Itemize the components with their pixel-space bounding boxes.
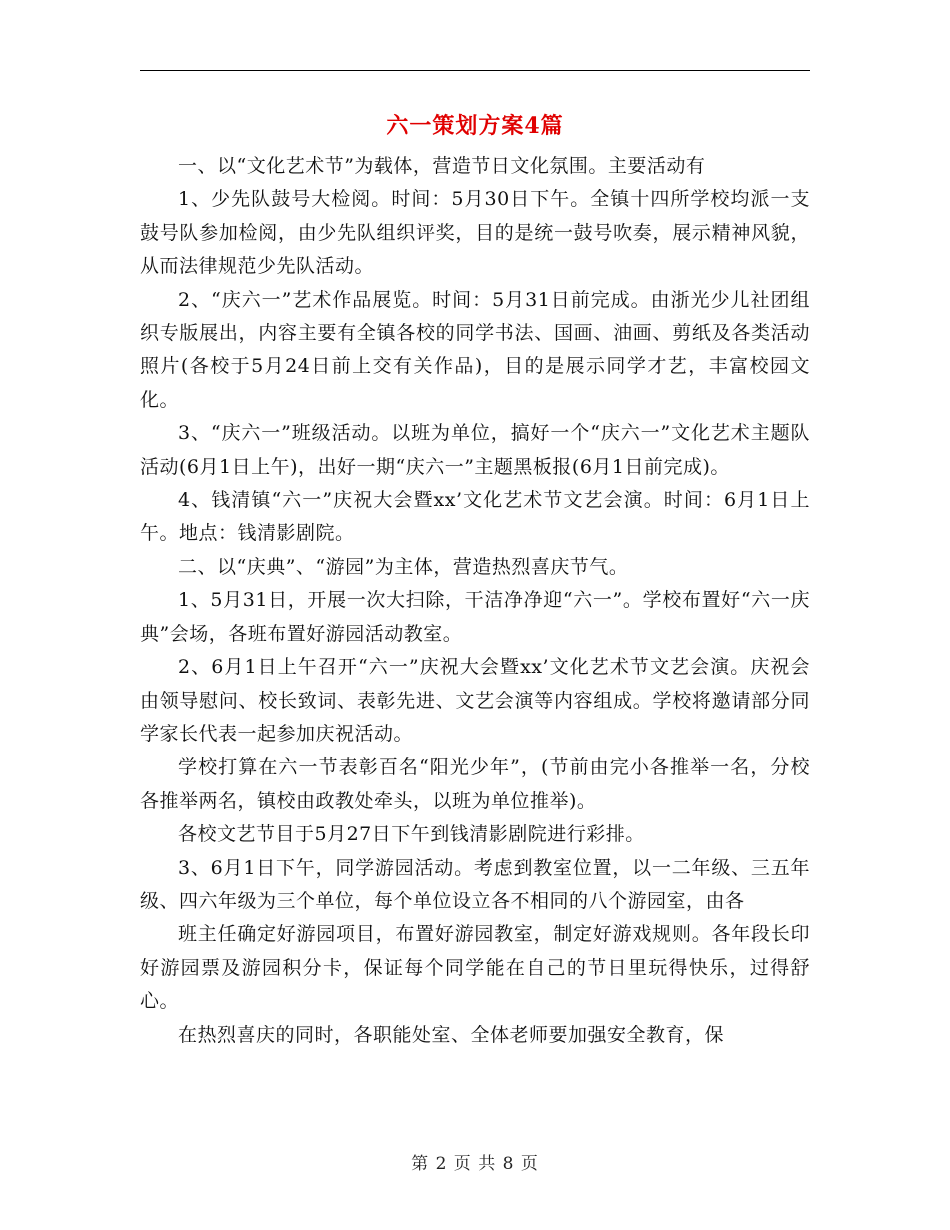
- paragraph-8: 2、6月1日上午召开“六一”庆祝大会暨xx’文化艺术节文艺会演。庆祝会由领导慰问、校长致词、表彰先进、文艺会演等内容组成。学校将邀请部分同学家长代表一起参加庆祝活动。: [140, 656, 810, 745]
- paragraph-11: 3、6月1日下午，同学游园活动。考虑到教室位置，以一二年级、三五年级、四六年级为三个单位，每个单位设立各不相同的八个游园室，由各: [140, 856, 810, 912]
- paragraph-13: 在热烈喜庆的同时，各职能处室、全体老师要加强安全教育，保: [178, 1023, 725, 1046]
- paragraph-9: 学校打算在六一节表彰百名“阳光少年”，(节前由完小各推举一名，分校各推举两名，镇校由政教处牵头，以班为单位推举)。: [140, 756, 810, 812]
- paragraph-2: 1、少先队鼓号大检阅。时间：5月30日下午。全镇十四所学校均派一支鼓号队参加检阅，由少先队组织评奖，目的是统一鼓号吹奏，展示精神风貌，从而法律规范少先队活动。: [140, 188, 810, 278]
- document-title: 六一策划方案4篇: [386, 113, 564, 139]
- paragraph-5: 4、钱清镇“六一”庆祝大会暨xx’文化艺术节文艺会演。时间：6月1日上午。地点：钱清影剧院。: [140, 489, 810, 545]
- paragraph-7: 1、5月31日，开展一次大扫除，干洁净净迎“六一”。学校布置好“六一庆典”会场，各班布置好游园活动教室。: [140, 589, 810, 645]
- paragraph-10: 各校文艺节目于5月27日下午到钱清影剧院进行彩排。: [178, 823, 645, 846]
- page-number-footer: 第 2 页 共 8 页: [411, 1154, 539, 1174]
- header-rule: [140, 70, 810, 71]
- paragraph-6: 二、以“庆典”、“游园”为主体，营造热烈喜庆节气。: [178, 555, 629, 578]
- document-body: [140, 150, 810, 1052]
- paragraph-4: 3、“庆六一”班级活动。以班为单位，搞好一个“庆六一”文化艺术主题队活动(6月1日上午)，出好一期“庆六一”主题黑板报(6月1日前完成)。: [140, 422, 810, 478]
- paragraph-12: 班主任确定好游园项目，布置好游园教室，制定好游戏规则。各年段长印好游园票及游园积分卡，保证每个同学能在自己的节日里玩得快乐，过得舒心。: [140, 923, 810, 1013]
- paragraph-1: 一、以“文化艺术节”为载体，营造节日文化氛围。主要活动有: [178, 155, 706, 177]
- paragraph-3: 2、“庆六一”艺术作品展览。时间：5月31日前完成。由浙光少儿社团组织专版展出，内容主要有全镇各校的同学书法、国画、油画、剪纸及各类活动照片(各校于5月24日前上交有关作品)，目的是展示同学才艺，丰富校园文化。: [140, 288, 810, 411]
